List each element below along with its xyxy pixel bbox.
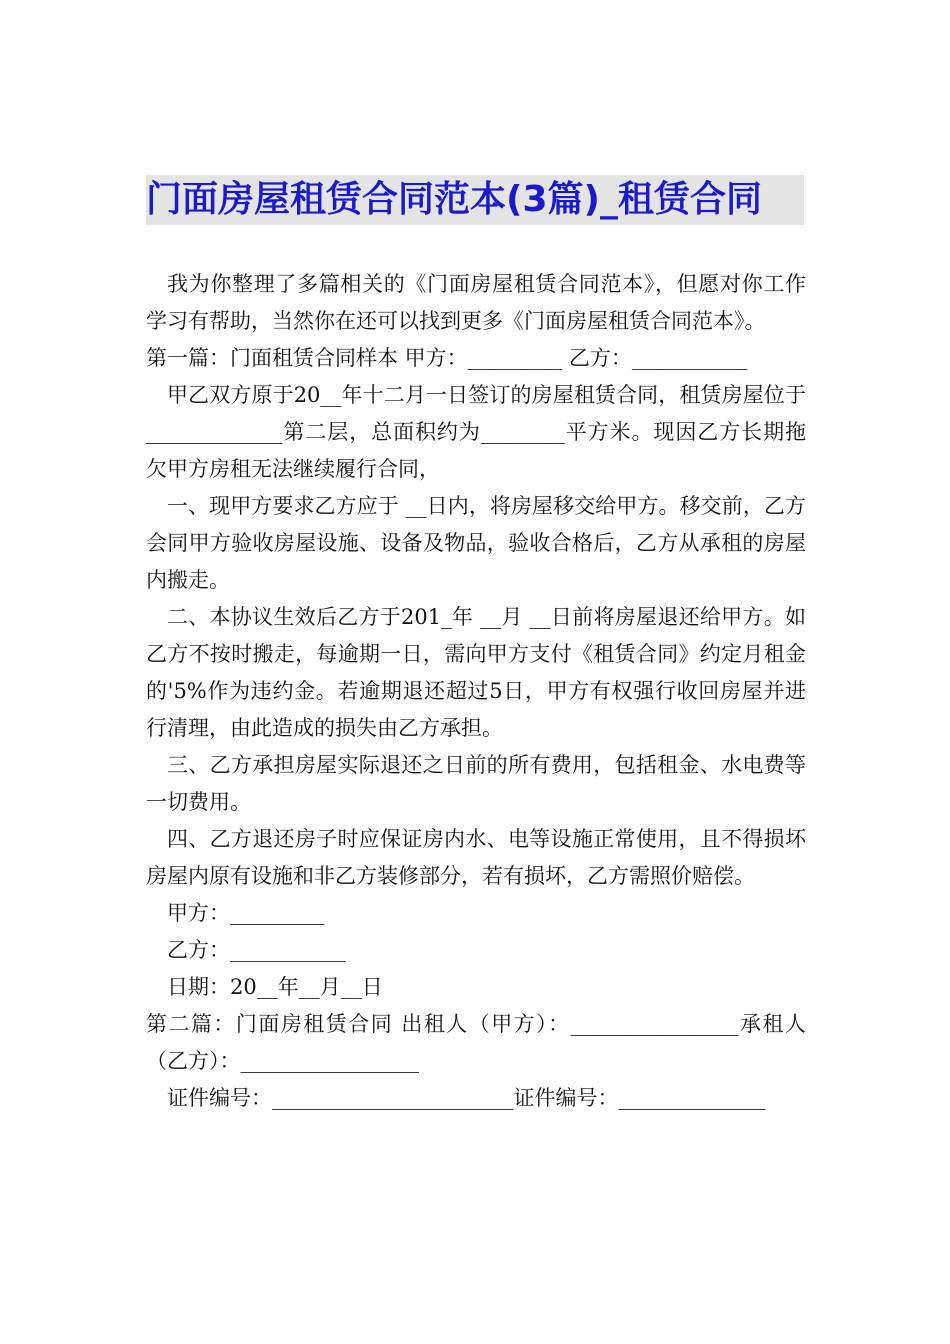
part-two-heading: 第二篇：门面房租赁合同 出租人（甲方）：________________承租人（乙方）：_________________ [146,1012,806,1073]
id-number-line: 证件编号：_______________________证件编号：______________ [167,1086,766,1110]
clause-four: 四、乙方退还房子时应保证房内水、电等设施正常使用，且不得损坏房屋内原有设施和非乙方装修部分，若有损坏，乙方需照价赔偿。 [146,827,806,888]
clause-preamble: 甲乙双方原于20__年十二月一日签订的房屋租赁合同，租赁房屋位于_____________第二层，总面积约为________平方米。现因乙方长期拖欠甲方房租无法继续履行合同， [146,383,806,481]
document-title: 门面房屋租赁合同范本(3篇)_租赁合同 [146,179,762,220]
signature-party-b: 乙方：___________ [167,938,346,962]
signature-party-a: 甲方：_________ [167,901,325,925]
clause-three: 三、乙方承担房屋实际退还之日前的所有费用，包括租金、水电费等一切费用。 [146,753,806,814]
clause-one: 一、现甲方要求乙方应于 __日内，将房屋移交给甲方。移交前，乙方会同甲方验收房屋设施、设备及物品，验收合格后，乙方从承租的房屋内搬走。 [146,494,806,592]
title-highlight [146,175,804,225]
document-body [146,266,806,1117]
signature-date: 日期：20__年__月__日 [167,975,383,999]
part-one-heading: 第一篇：门面租赁合同样本 甲方：_________ 乙方：___________ [146,346,748,370]
intro-paragraph: 我为你整理了多篇相关的《门面房屋租赁合同范本》，但愿对你工作学习有帮助，当然你在还可以找到更多《门面房屋租赁合同范本》。 [146,272,806,333]
clause-two: 二、本协议生效后乙方于201_年 __月 __日前将房屋退还给甲方。如乙方不按时搬走，每逾期一日，需向甲方支付《租赁合同》约定月租金的'5%作为违约金。若逾期退还超过5日，甲方有权强行收回房屋并进行清理，由此造成的损失由乙方承担。 [146,605,806,740]
